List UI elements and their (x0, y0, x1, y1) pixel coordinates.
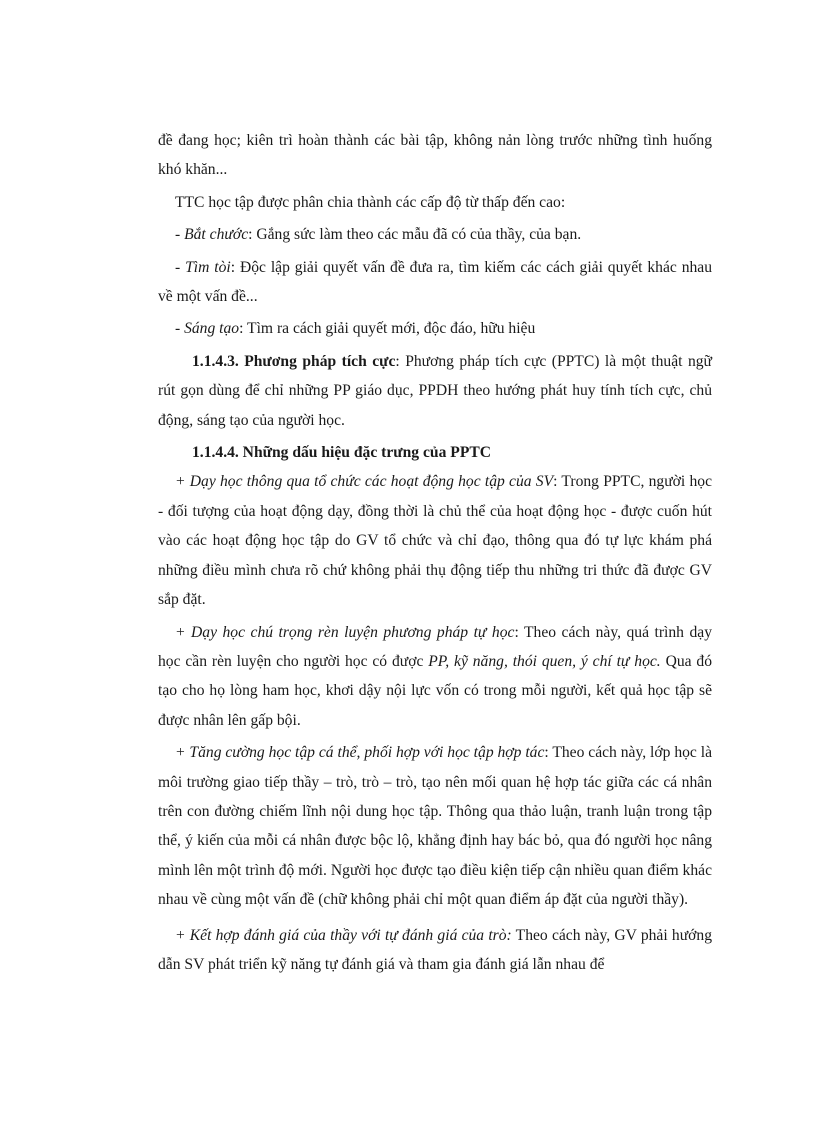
list-item-imitation (158, 220, 712, 249)
term-exploration: - Tìm tòi (175, 258, 231, 276)
section-active-method (158, 347, 712, 435)
term-self-study: + Dạy học chú trọng rèn luyện phương pháp tự học (175, 623, 515, 641)
term-imitation: - Bắt chước (175, 226, 249, 244)
term-creativity: - Sáng tạo (175, 320, 240, 338)
term-assessment: + Kết hợp đánh giá của thầy với tự đánh giá của trò: (175, 926, 512, 944)
bullet-activity-teaching (158, 467, 712, 614)
paragraph-continuation: đề đang học; kiên trì hoàn thành các bài tập, không nản lòng trước những tình huống khó khăn... (158, 132, 712, 179)
bullet-assessment (158, 921, 712, 980)
desc-activity-teaching: : Trong PPTC, người học - đối tượng của hoạt động dạy, đồng thời là chủ thể của hoạt động học - được cuốn hút vào các hoạt động học tập do GV tổ chức và chỉ đạo, thông qua đó tự lực khám phá những điều mình chưa rõ chứ không phải thụ động tiếp thu những tri thức đã được GV sắp đặt. (158, 473, 712, 609)
desc-creativity: : Tìm ra cách giải quyết mới, độc đáo, hữu hiệu (239, 320, 536, 338)
desc-self-study-a: : Theo cách này, quá trình dạy học cần rèn luyện cho người học có được (158, 623, 712, 670)
emph-self-study: PP, kỹ năng, thói quen, ý chí tự học. (428, 652, 661, 670)
desc-self-study-b: Qua đó tạo cho họ lòng ham học, khơi dậy nội lực vốn có trong mỗi người, kết quả học tập sẽ được nhân lên gấp bội. (158, 652, 712, 729)
desc-imitation: : Gắng sức làm theo các mẫu đã có của thầy, của bạn. (248, 226, 582, 244)
term-cooperative-learning: + Tăng cường học tập cá thể, phối hợp với học tập hợp tác (175, 744, 545, 762)
document-page (158, 126, 712, 979)
section-text-1-1-4-3: : Phương pháp tích cực (PPTC) là một thuật ngữ rút gọn dùng để chỉ những PP giáo dục, PPDH theo hướng phát huy tính tích cực, chủ động, sáng tạo của người học. (158, 352, 712, 429)
bullet-self-study (158, 618, 712, 736)
paragraph-levels-intro: TTC học tập được phân chia thành các cấp độ từ thấp đến cao: (175, 193, 566, 211)
section-characteristics (158, 438, 712, 467)
section-heading-1-1-4-4: 1.1.4.4. Những dấu hiệu đặc trưng của PPTC (192, 444, 492, 462)
list-item-creativity (158, 314, 712, 343)
list-item-exploration (158, 253, 712, 312)
section-heading-1-1-4-3: 1.1.4.3. Phương pháp tích cực (192, 352, 396, 370)
bullet-cooperative-learning (158, 738, 712, 914)
desc-cooperative-learning: : Theo cách này, lớp học là môi trường giao tiếp thầy – trò, trò – trò, tạo nên mối quan hệ hợp tác giữa các cá nhân trên con đường chiếm lĩnh nội dung học tập. Thông qua thảo luận, tranh luận trong tập thể, ý kiến của mỗi cá nhân được bộc lộ, khẳng định hay bác bỏ, qua đó người học nâng mình lên một trình độ mới. Người học được tạo điều kiện tiếp cận nhiều quan điểm khác nhau về cùng một vấn đề (chữ không phải chỉ một quan điểm áp đặt của người thầy). (158, 744, 712, 909)
term-activity-teaching: + Dạy học thông qua tổ chức các hoạt động học tập của SV (175, 473, 554, 491)
desc-assessment: Theo cách này, GV phải hướng dẫn SV phát triển kỹ năng tự đánh giá và tham gia đánh giá lẫn nhau để (158, 926, 712, 973)
desc-exploration: : Độc lập giải quyết vấn đề đưa ra, tìm kiếm các cách giải quyết khác nhau về một vấn đề... (158, 258, 713, 306)
